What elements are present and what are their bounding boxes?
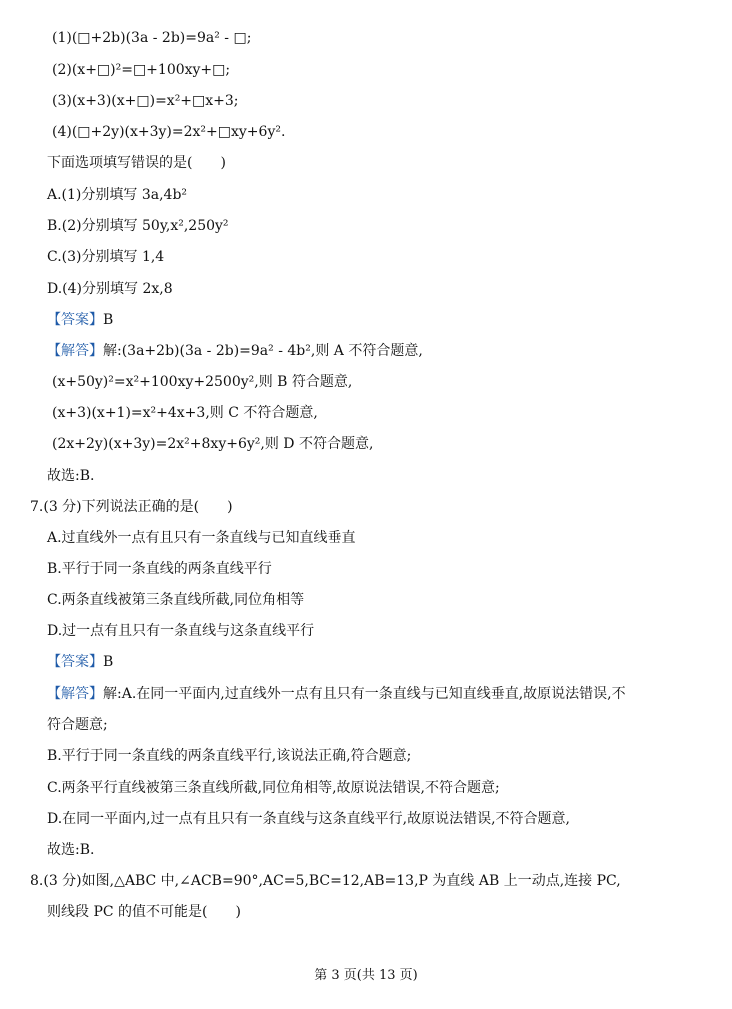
option-d: D.(4)分别填写 2x,8 [47,281,173,297]
question-8-prompt: 则线段 PC 的值不可能是( ) [47,904,241,920]
solution-tag: 【解答】 [47,686,103,702]
solution-line: D.在同一平面内,过一点有且只有一条直线与这条直线平行,故原说法错误,不符合题意, [47,811,570,827]
answer-line [47,310,113,330]
solution-line: (x+50y)²=x²+100xy+2500y²,则 B 符合题意, [52,374,353,390]
solution-line [47,684,626,704]
solution-line: B.平行于同一条直线的两条直线平行,该说法正确,符合题意; [47,748,412,764]
solution-conclusion: 故选:B. [47,468,95,484]
answer-value: B [103,654,114,670]
option-a: A.过直线外一点有且只有一条直线与已知直线垂直 [47,530,356,546]
option-c: C.两条直线被第三条直线所截,同位角相等 [47,592,305,608]
answer-value: B [103,312,114,328]
option-d: D.过一点有且只有一条直线与这条直线平行 [47,623,315,639]
option-c: C.(3)分别填写 1,4 [47,249,165,265]
solution-text: 解:(3a+2b)(3a - 2b)=9a² - 4b²,则 A 不符合题意, [103,343,423,359]
page-footer: 第 3 页(共 13 页) [314,968,418,983]
solution-line: 符合题意; [47,717,108,733]
solution-line: (x+3)(x+1)=x²+4x+3,则 C 不符合题意, [52,405,318,421]
answer-tag: 【答案】 [47,312,103,328]
question-line: (4)(□+2y)(x+3y)=2x²+□xy+6y². [52,124,286,140]
solution-tag: 【解答】 [47,343,103,359]
answer-line [47,652,113,672]
answer-tag: 【答案】 [47,654,103,670]
solution-line: (2x+2y)(x+3y)=2x²+8xy+6y²,则 D 不符合题意, [52,436,374,452]
solution-conclusion: 故选:B. [47,842,95,858]
option-b: B.平行于同一条直线的两条直线平行 [47,561,272,577]
option-b: B.(2)分别填写 50y,x²,250y² [47,218,229,234]
question-8-title: 8.(3 分)如图,△ABC 中,∠ACB=90°,AC=5,BC=12,AB=13,P 为直线 AB 上一动点,连接 PC, [30,873,621,889]
option-a: A.(1)分别填写 3a,4b² [47,187,188,203]
solution-line: C.两条平行直线被第三条直线所截,同位角相等,故原说法错误,不符合题意; [47,780,500,796]
question-7-title: 7.(3 分)下列说法正确的是( ) [30,499,233,515]
solution-line [47,341,423,361]
question-line: (2)(x+□)²=□+100xy+□; [52,62,231,78]
question-line: (1)(□+2b)(3a - 2b)=9a² - □; [52,30,252,46]
question-line: (3)(x+3)(x+□)=x²+□x+3; [52,93,239,109]
question-prompt: 下面选项填写错误的是( ) [47,155,226,171]
solution-text: 解:A.在同一平面内,过直线外一点有且只有一条直线与已知直线垂直,故原说法错误,不 [103,686,626,702]
